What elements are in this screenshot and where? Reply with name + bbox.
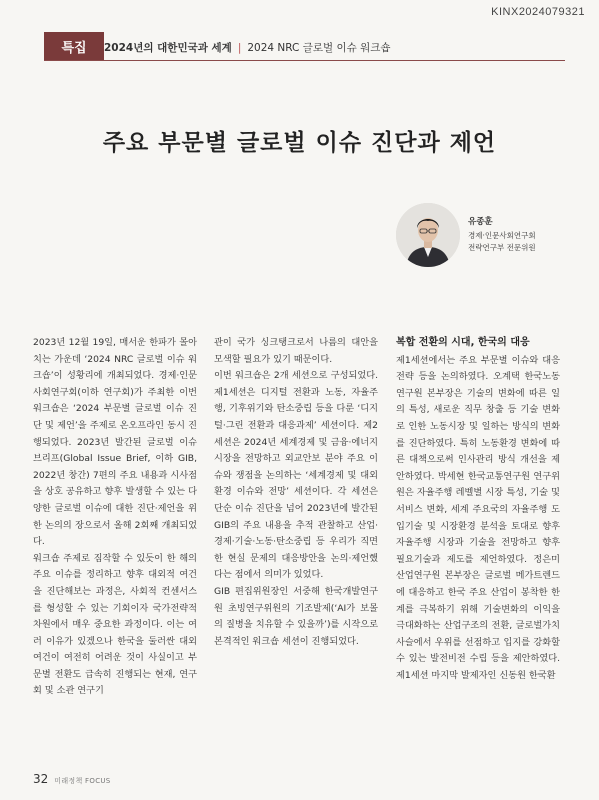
category-tab: 특집 (44, 32, 104, 60)
page-number: 32 (33, 772, 49, 786)
paragraph: 워크숍 주제로 짐작할 수 있듯이 한 해의 주요 이슈를 정리하고 향후 대외적 여건을 진단해보는 과정은, 사회적 컨센서스를 형성할 수 있는 기회이자 국가전략적 차원에서 매우 중요한 과정이다. 이는 여러 이유가 있겠으나 한국을 둘러싼 대외 여건이 여전히 어려운 것이 사실이고 부문별 전환도 급속히 진행되는 현재, 연구회 및 소관 연구기 (33, 552, 197, 697)
author-portrait-icon (396, 203, 460, 267)
page-footer (33, 772, 111, 786)
paragraph: 이번 워크숍은 2개 세션으로 구성되었다. 제1세션은 디지털 전환과 노동, 자율주행, 기후위기와 탄소중립 등을 다룬 ‘디지털·그린 전환과 대응과제’ 세션이다. 제2세션은 2024년 세계경제 및 금융·에너지시장을 전망하고 외교안보 분야 주요 이슈와 쟁점을 논의하는 ‘세계경제 및 대외환경 이슈와 전망’ 세션이다. 각 세션은 단순 이슈 진단을 넘어 2023년에 발간된 GIB의 주요 내용을 추적 관찰하고 산업·경제·기술·노동·탄소중립 등 우리가 직면한 현실 문제의 대응방안을 논의·제언했다는 점에서 의미가 있었다. (214, 370, 378, 581)
author-photo (396, 203, 460, 267)
author-name: 유종훈 (468, 217, 493, 227)
column-1 (33, 335, 197, 700)
author-info (468, 216, 536, 254)
header-rule (44, 60, 565, 61)
series-subtitle: 2024 NRC 글로벌 이슈 워크숍 (247, 42, 391, 54)
column-3 (396, 335, 560, 684)
article-title: 주요 부문별 글로벌 이슈 진단과 제언 (102, 130, 497, 156)
paragraph: 제1세션에서는 주요 부문별 이슈와 대응전략 등을 논의하였다. 오계택 한국노동연구원 본부장은 기술의 변화에 따른 일의 특성, 새로운 직무 창출 등 기술 변화로 인한 노동시장 및 일하는 방식의 변화를 진단하였다. 특히 노동환경 변화에 따른 대책으로써 인사관리 방식 개선을 제안하였다. 박세현 한국교통연구원 연구위원은 자율주행 레벨별 시장 특성, 기술 및 서비스 변화, 세계 주요국의 자율주행 도입기술 및 시장환경 분석을 토대로 향후 자율주행 시장과 기술을 전망하고 향후 필요기술과 제도를 제언하였다. 정은미 산업연구원 본부장은 글로벌 메가트렌드에 대응하고 한국 주요 산업이 봉착한 한계를 극복하기 위해 기술변화의 이익을 극대화하는 산업구조의 전환, 글로벌가치사슬에서 우위를 선점하고 입지를 강화할 수 있는 발전비전 수립 등을 제안하였다. 제1세션 마지막 발제자인 신동원 한국환 (396, 354, 560, 681)
publication-name: 미래정책 FOCUS (54, 777, 111, 785)
section-heading: 복합 전환의 시대, 한국의 대응 (396, 337, 530, 348)
paragraph: 관이 국가 싱크탱크로서 나름의 대안을 모색할 필요가 있기 때문이다. (214, 337, 378, 365)
document-id: KINX2024079321 (491, 6, 585, 18)
header-separator: | (237, 42, 242, 54)
author-affiliation-2: 전략연구부 전문위원 (468, 243, 536, 252)
paragraph: 2023년 12월 19일, 매서운 한파가 몰아치는 가운데 ‘2024 NRC 글로벌 이슈 워크숍’이 성황리에 개최되었다. 경제·인문사회연구회(이하 연구회)가 주최한 이번 워크숍은 ‘2024 부문별 글로벌 이슈 진단 및 제언’을 주제로 온오프라인 동시 진행되었다. 2023년 발간된 글로벌 이슈 브리프(Global Issue Brief, 이하 GIB, 2022년 창간) 7편의 주요 내용과 시사점을 상호 공유하고 향후 발생할 수 있는 다양한 글로벌 이슈에 대한 진단·제언을 위한 논의의 장으로서 올해 2회째 개최되었다. (33, 337, 197, 548)
author-affiliation-1: 경제·인문사회연구회 (468, 231, 536, 240)
column-2 (214, 335, 378, 650)
paragraph: GIB 편집위원장인 서중해 한국개발연구원 초빙연구위원의 기조발제(‘AI가 보몰의 질병을 치유할 수 있을까’)를 시작으로 본격적인 워크숍 세션이 진행되었다. (214, 585, 378, 647)
series-title: 2024년의 대한민국과 세계 (104, 42, 232, 54)
series-header (104, 40, 391, 55)
